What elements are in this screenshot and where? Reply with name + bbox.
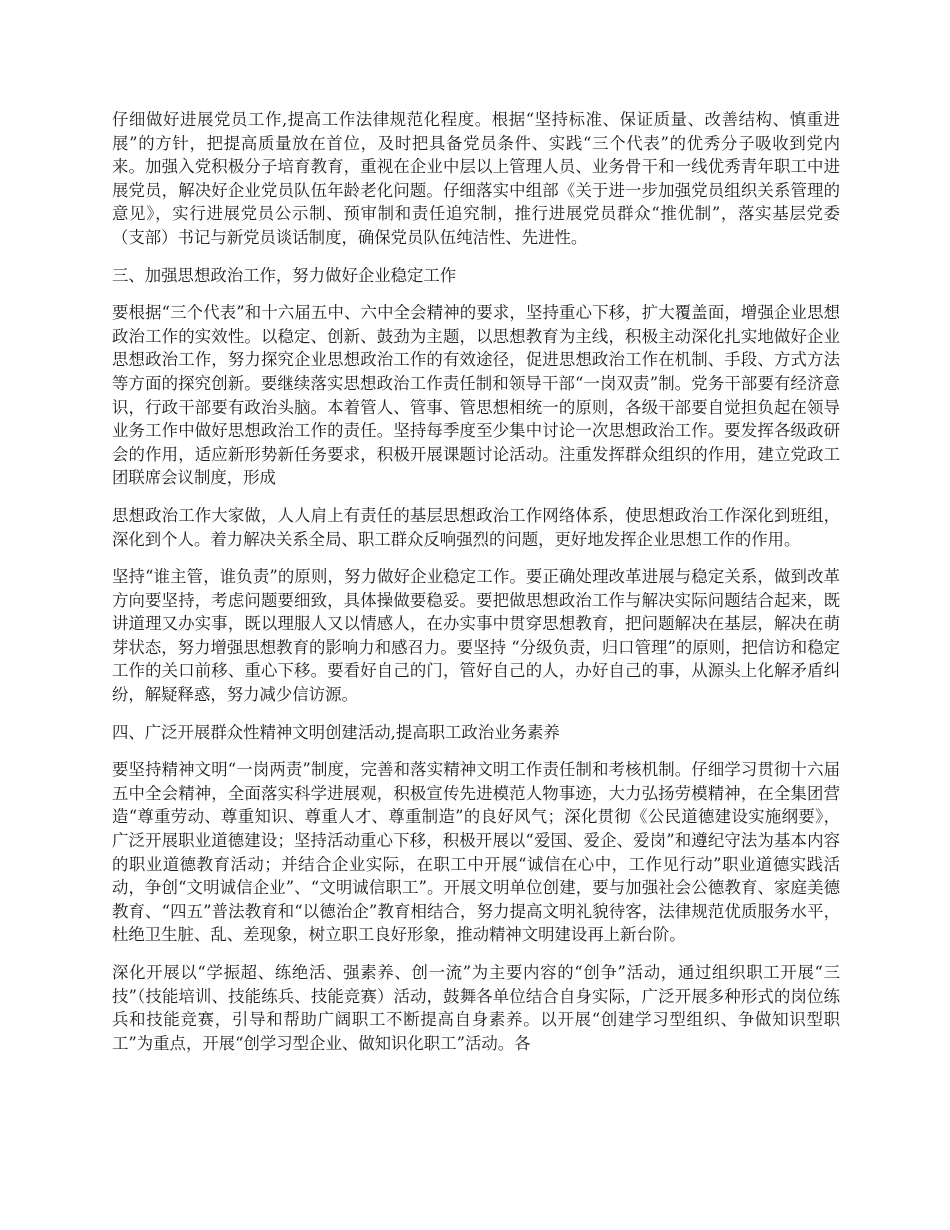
paragraph-skill-competition: 深化开展以“学振超、练绝活、强素养、创一流”为主要内容的“创争”活动，通过组织职工开展“三技”（技能培训、技能练兵、技能竞赛）活动，鼓舞各单位结合自身实际，广泛开展多种形式的岗位练兵和技能竞赛，引导和帮助广阔职工不断提高自身素养。以开展“创建学习型组织、争做知识型职工”为重点，开展“创学习型企业、做知识化职工”活动。各 <box>112 963 840 1053</box>
document-body <box>112 108 840 1069</box>
section-heading-3: 三、加强思想政治工作，努力做好企业稳定工作 <box>112 265 457 285</box>
paragraph-work-network: 思想政治工作大家做，人人肩上有责任的基层思想政治工作网络体系，使思想政治工作深化到班组，深化到个人。着力解决关系全局、职工群众反响强烈的问题，更好地发挥企业思想工作的作用。 <box>112 505 840 549</box>
section-heading-4: 四、广泛开展群众性精神文明创建活动,提高职工政治业务素养 <box>112 722 560 742</box>
paragraph-party-member-development: 仔细做好进展党员工作,提高工作法律规范化程度。根据“坚持标准、保证质量、改善结构、慎重进展”的方针，把提高质量放在首位，及时把具备党员条件、实践“三个代表”的优秀分子吸收到党内来。加强入党积极分子培育教育，重视在企业中层以上管理人员、业务骨干和一线优秀青年职工中进展党员，解决好企业党员队伍年龄老化问题。仔细落实中组部《关于进一步加强党员组织关系管理的意见》，实行进展党员公示制、预审制和责任追究制，推行进展党员群众“推优制”，落实基层党委（支部）书记与新党员谈话制度，确保党员队伍纯洁性、先进性。 <box>112 110 840 247</box>
paragraph-ideological-work: 要根据“三个代表”和十六届五中、六中全会精神的要求，坚持重心下移，扩大覆盖面，增强企业思想政治工作的实效性。以稳定、创新、鼓劲为主题，以思想教育为主线，积极主动深化扎实地做好企业思想政治工作，努力探究企业思想政治工作的有效途径，促进思想政治工作在机制、手段、方式方法等方面的探究创新。要继续落实思想政治工作责任制和领导干部“一岗双责”制。党务干部要有经济意识，行政干部要有政治头脑。本着管人、管事、管思想相统一的原则，各级干部要自觉担负起在领导业务工作中做好思想政治工作的责任。坚持每季度至少集中讨论一次思想政治工作。要发挥各级政研会的作用，适应新形势新任务要求，积极开展课题讨论活动。注重发挥群众组织的作用，建立党政工团联席会议制度，形成 <box>112 303 840 488</box>
paragraph-stability-work: 坚持“谁主管，谁负责”的原则，努力做好企业稳定工作。要正确处理改革进展与稳定关系，做到改革方向要坚持，考虑问题要细致，具体操做要稳妥。要把做思想政治工作与解决实际问题结合起来，既讲道理又办实事，既以理服人又以情感人，在办实事中贯穿思想教育，把问题解决在基层，解决在萌芽状态，努力增强思想教育的影响力和感召力。要坚持 “分级负责，归口管理”的原则，把信访和稳定工作的关口前移、重心下移。要看好自己的门，管好自己的人，办好自己的事，从源头上化解矛盾纠纷，解疑释惑，努力减少信访源。 <box>112 567 840 705</box>
paragraph-spiritual-civilization: 要坚持精神文明“一岗两责”制度，完善和落实精神文明工作责任制和考核机制。仔细学习贯彻十六届五中全会精神，全面落实科学进展观，积极宣传先进模范人物事迹，大力弘扬劳模精神，在全集团营造“尊重劳动、尊重知识、尊重人才、尊重制造”的良好风气；深化贯彻《公民道德建设实施纲要》，广泛开展职业道德建设；坚持活动重心下移，积极开展以“爱国、爱企、爱岗”和遵纪守法为基本内容的职业道德教育活动；并结合企业实际，在职工中开展“诚信在心中，工作见行动”职业道德实践活动，争创“文明诚信企业”、“文明诚信职工”。开展文明单位创建，要与加强社会公德教育、家庭美德教育、“四五”普法教育和“以德治企”教育相结合，努力提高文明礼貌待客，法律规范优质服务水平，杜绝卫生脏、乱、差现象，树立职工良好形象，推动精神文明建设再上新台阶。 <box>112 760 840 945</box>
